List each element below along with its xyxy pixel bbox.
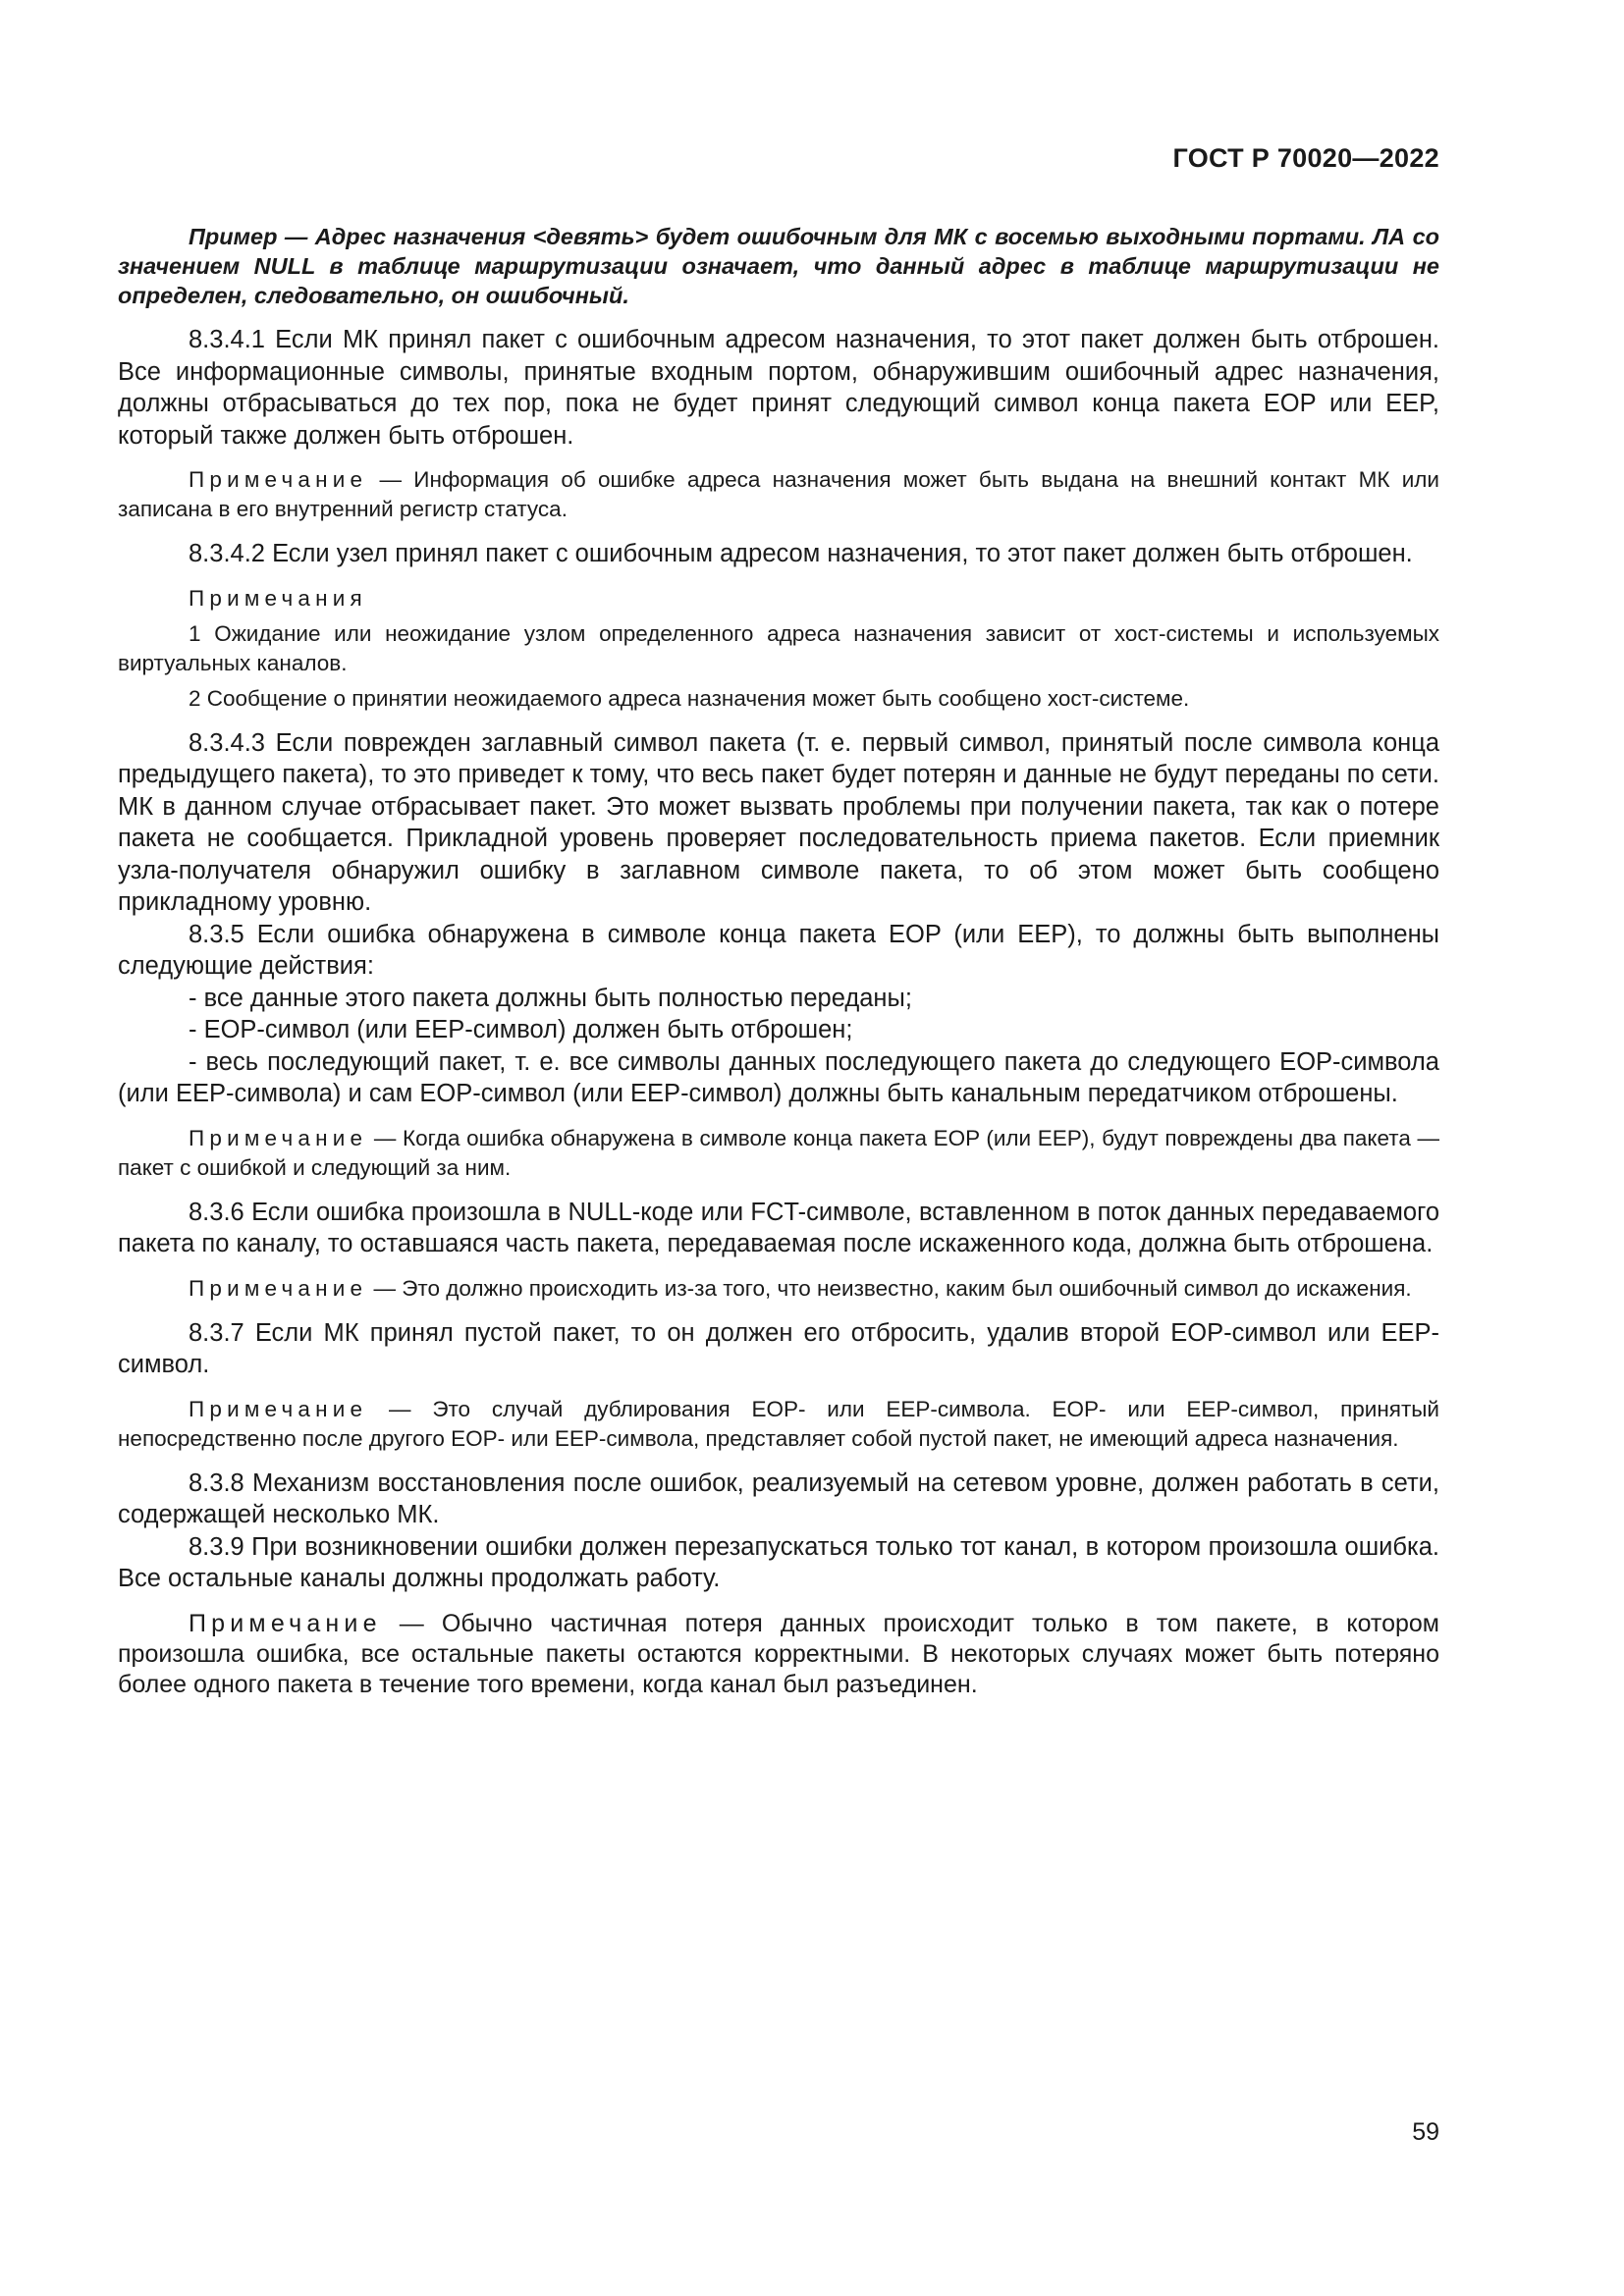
paragraph-8-3-5: 8.3.5 Если ошибка обнаружена в символе конца пакета EOP (или EEP), то должны быть выполнены следующие действия: bbox=[118, 920, 1439, 980]
example-paragraph: Пример — Адрес назначения <девять> будет ошибочным для МК с восемью выходными портами. ЛА со значением NULL в таблице маршрутизации означает, что данный адрес в таблице маршрутизации не определен, следовательно, он ошибочный. bbox=[118, 224, 1439, 308]
notes-label: Примечания bbox=[189, 585, 367, 611]
note-label: Примечание bbox=[189, 1125, 368, 1150]
note-label: Примечание bbox=[189, 467, 368, 492]
list-item: - все данные этого пакета должны быть полностью переданы; bbox=[189, 984, 912, 1012]
note-label: Примечание bbox=[189, 1609, 382, 1637]
note-6 bbox=[118, 1609, 1439, 1700]
note-text: — Обычно частичная потеря данных происходит только в том пакете, в котором произошла ошибка, все остальные пакеты остаются корректными. В некоторых случаях может быть потеряно более одного пакета в течение того времени, когда канал был разъединен. bbox=[118, 1609, 1439, 1698]
note-text: — Когда ошибка обнаружена в символе конца пакета EOP (или EEP), будут повреждены два пакета — пакет с ошибкой и следующий за ним. bbox=[118, 1125, 1439, 1180]
note-2-item-1: 1 Ожидание или неожидание узлом определенного адреса назначения зависит от хост-системы и используемых виртуальных каналов. bbox=[118, 620, 1439, 675]
note-text: — Информация об ошибке адреса назначения может быть выдана на внешний контакт МК или записана в его внутренний регистр статуса. bbox=[118, 467, 1439, 521]
paragraph-8-3-4-1: 8.3.4.1 Если МК принял пакет с ошибочным адресом назначения, то этот пакет должен быть отброшен. Все информационные символы, принятые входным портом, обнаружившим ошибочный адрес назначения, должны отбрасываться до тех пор, пока не будет принят следующий символ конца пакета EOP или EEP, который также должен быть отброшен. bbox=[118, 326, 1439, 450]
note-text: — Это случай дублирования EOP- или EEP-символа. EOP- или EEP-символ, принятый непосредственно после другого EOP- или EEP-символа, представляет собой пустой пакет, не имеющий адреса назначения. bbox=[118, 1396, 1439, 1451]
note-4 bbox=[118, 1274, 1439, 1304]
note-5 bbox=[118, 1395, 1439, 1454]
paragraph-8-3-6: 8.3.6 Если ошибка произошла в NULL-коде или FCT-символе, вставленном в поток данных передаваемого пакета по каналу, то оставшаяся часть пакета, передаваемая после искаженного кода, должна быть отброшена. bbox=[118, 1198, 1439, 1257]
note-label: Примечание bbox=[189, 1275, 368, 1301]
note-3 bbox=[118, 1124, 1439, 1183]
note-text: — Это должно происходить из-за того, что неизвестно, каким был ошибочный символ до искажения. bbox=[367, 1275, 1412, 1301]
list-item: - EOP-символ (или EEP-символ) должен быть отброшен; bbox=[189, 1016, 853, 1043]
paragraph-8-3-4-2: 8.3.4.2 Если узел принял пакет с ошибочным адресом назначения, то этот пакет должен быть отброшен. bbox=[189, 540, 1413, 567]
paragraph-8-3-7: 8.3.7 Если МК принял пустой пакет, то он должен его отбросить, удалив второй EOP-символ или EEP-символ. bbox=[118, 1318, 1439, 1378]
document-header: ГОСТ Р 70020—2022 bbox=[1172, 143, 1439, 173]
note-label: Примечание bbox=[189, 1396, 368, 1421]
paragraph-8-3-4-3: 8.3.4.3 Если поврежден заглавный символ пакета (т. е. первый символ, принятый после символа конца предыдущего пакета), то это приведет к тому, что весь пакет будет потерян и данные не будут переданы по сети. МК в данном случае отбрасывает пакет. Это может вызвать проблемы при получении пакета, так как о потере пакета не сообщается. Прикладной уровень проверяет последовательность приема пакетов. Если приемник узла-получателя обнаружил ошибку в заглавном символе пакета, то об этом может быть сообщено прикладному уровню. bbox=[118, 728, 1439, 916]
page-number: 59 bbox=[1412, 2118, 1439, 2146]
notes-heading bbox=[118, 584, 1439, 614]
paragraph-8-3-8: 8.3.8 Механизм восстановления после ошибок, реализуемый на сетевом уровне, должен работать в сети, содержащей несколько МК. bbox=[118, 1468, 1439, 1528]
page-content bbox=[118, 222, 1439, 1700]
list-item: - весь последующий пакет, т. е. все символы данных последующего пакета до следующего EOP-символа (или EEP-символа) и сам EOP-символ (или EEP-символ) должны быть канальным передатчиком отброшены. bbox=[118, 1047, 1439, 1107]
note-1 bbox=[118, 465, 1439, 524]
note-2-item-2: 2 Сообщение о принятии неожидаемого адреса назначения может быть сообщено хост-системе. bbox=[189, 685, 1190, 711]
paragraph-8-3-9: 8.3.9 При возникновении ошибки должен перезапускаться только тот канал, в котором произошла ошибка. Все остальные каналы должны продолжать работу. bbox=[118, 1532, 1439, 1592]
